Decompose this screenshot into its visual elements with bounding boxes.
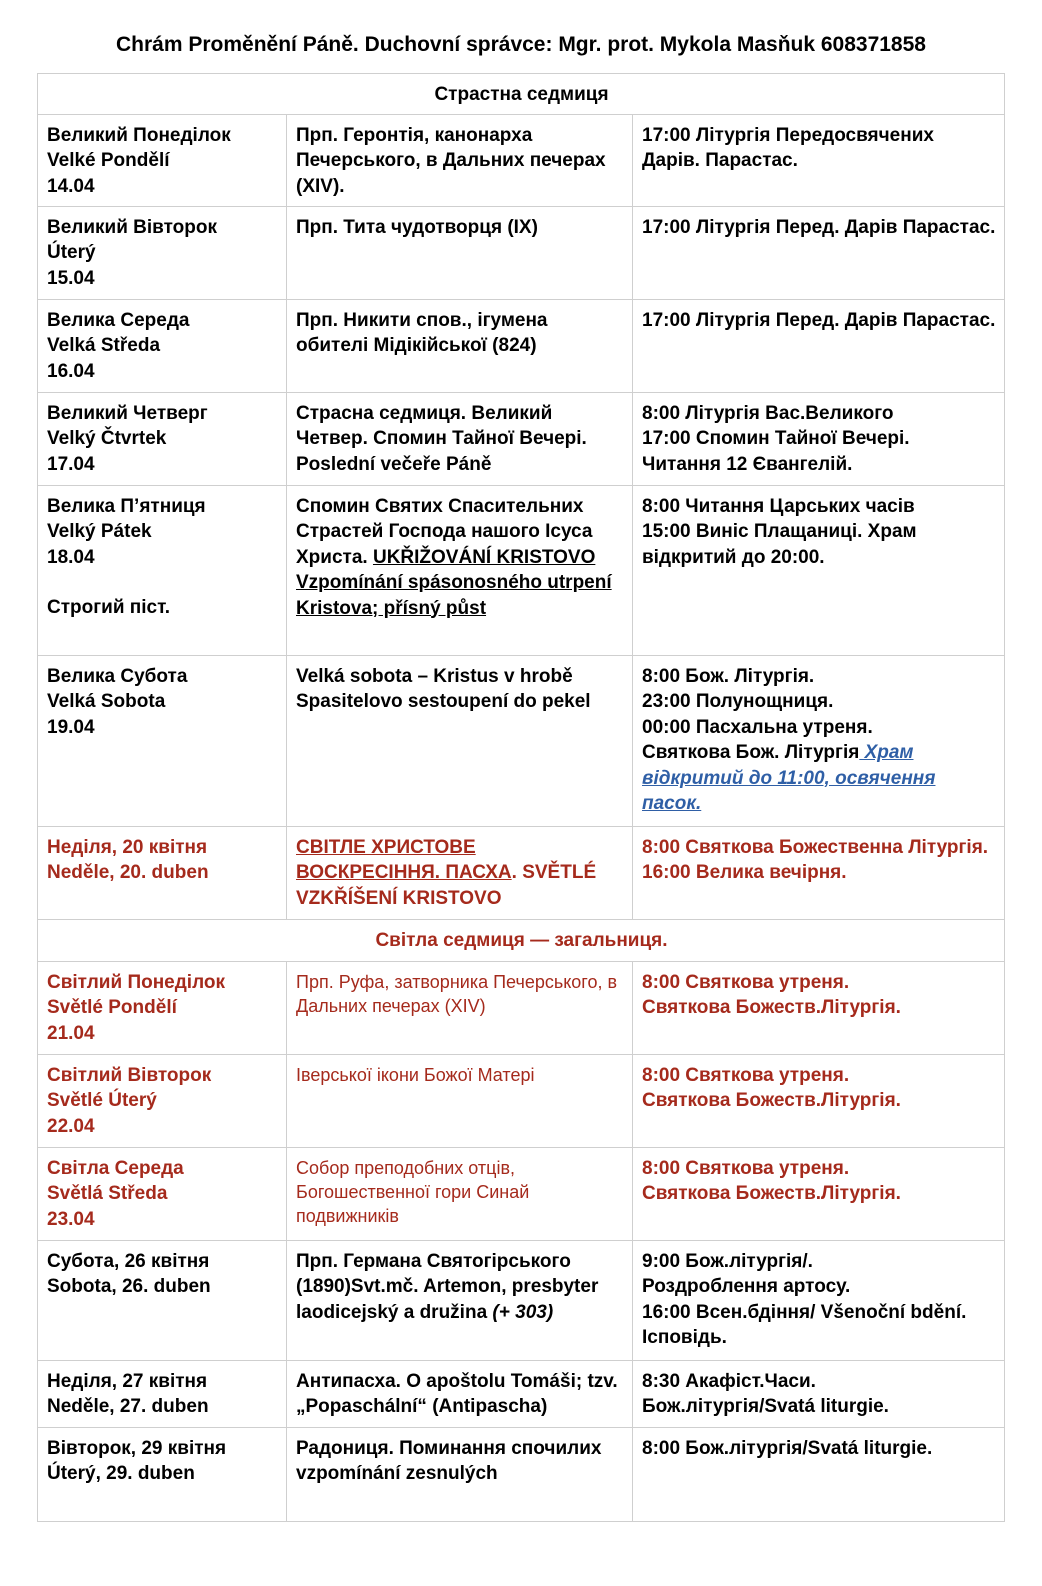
saint-text: . SVĚTLÉ VZKŘÍŠENÍ KRISTOVO [296,862,597,909]
service-line: 8:00 Святкова Божественна Літургія. [642,836,989,858]
saint-text-underlined: СВІТЛЕ ХРИСТОВЕ ВОСКРЕСІННЯ. ПАСХА [296,836,512,883]
saint-text: Іверської ікони Божої Матері [296,1064,535,1085]
day-date: 14.04 [47,175,95,197]
day-cell [38,1054,287,1147]
day-name: Світлий Вівторок [47,1064,212,1086]
services-cell [633,1054,1005,1147]
day-cell [38,392,287,485]
day-cell [38,1240,287,1360]
service-line: 17:00 Літургія Перед. Дарів Парастас. [642,309,996,331]
table-row [38,1360,1005,1427]
service-line: 17:00 Літургія Перед. Дарів Парастас. [642,216,996,238]
day-name: Світлий Понеділок [47,971,226,993]
day-name-cz: Úterý, 29. duben [47,1463,195,1484]
day-cell [38,961,287,1054]
services-cell [633,655,1005,826]
table-row [38,1147,1005,1240]
day-name-cz: Světlá Středa [47,1183,168,1204]
day-name-cz: Světlé Úterý [47,1090,157,1111]
day-cell [38,1427,287,1521]
saint-cell [287,1147,633,1240]
service-line: 23:00 Полунощниця. [642,691,834,712]
services-cell [633,392,1005,485]
section-row-passion-week [38,74,1005,115]
services-cell [633,1240,1005,1360]
table-row [38,961,1005,1054]
saint-text: Антипасха. O apoštolu Tomáši; tzv. „Popaschální“ (Antipascha) [296,1370,618,1417]
service-line: 17:00 Літургія Передосвячених Дарів. Парастас. [642,124,934,171]
services-cell [633,1360,1005,1427]
saint-cell [287,655,633,826]
service-line: Святкова Бож. Літургія [642,742,860,763]
saint-cell [287,826,633,919]
saint-text: Собор преподобних отців, Богошественної гори Синай подвижників [296,1157,530,1226]
saint-text: Спомин Святих Спасительних Страстей Господа нашого Ісуса Христа. [296,495,593,568]
service-line: 00:00 Пасхальна утреня. [642,716,873,738]
services-cell [633,1147,1005,1240]
day-cell [38,1360,287,1427]
day-name: Великий Понеділок [47,124,231,146]
table-row [38,299,1005,392]
service-line: 8:00 Бож.літургія/Svatá liturgie. [642,1437,933,1459]
saint-cell [287,392,633,485]
day-name-cz: Neděle, 27. duben [47,1396,209,1417]
service-line: Читання 12 Євангелій. [642,453,853,475]
day-name: Вівторок, 29 квітня [47,1437,227,1459]
temple-hours-link[interactable]: Храм відкритий до 11:00, освячення пасок. [642,742,936,814]
day-cell [38,485,287,655]
day-name: Неділя, 20 квітня [47,836,208,858]
day-cell [38,299,287,392]
services-cell [633,485,1005,655]
day-name-cz: Neděle, 20. duben [47,862,209,883]
saint-text: Радониця. Поминання спочилих vzpomínání zesnulých [296,1437,602,1484]
saint-cell [287,485,633,655]
table-row [38,1054,1005,1147]
saint-text: Прп. Тита чудотворця (IX) [296,216,538,238]
service-line: 8:00 Літургія Вас.Великого [642,402,894,424]
day-date: 16.04 [47,360,95,382]
day-name-cz: Sobota, 26. duben [47,1276,211,1297]
schedule-table [37,73,1005,1522]
day-name-cz: Velká Středa [47,335,161,356]
day-name-cz: Velké Pondělí [47,150,170,171]
saint-text: Прп. Руфа, затворника Печерського, в Дальних печерах (XIV) [296,971,618,1016]
service-line: Роздроблення артосу. [642,1276,851,1297]
saint-cell [287,1054,633,1147]
day-cell [38,826,287,919]
table-row [38,655,1005,826]
table-row [38,392,1005,485]
service-line: 8:00 Святкова утреня. [642,1157,850,1179]
day-date: 17.04 [47,453,95,475]
service-line: 8:00 Читання Царських часів [642,495,915,517]
section-title-bright-week: Світла седмиця — загальниця. [38,919,1005,961]
saint-text: Прп. Никити спов., ігумена обителі Мідікійської (824) [296,309,548,356]
table-row [38,1427,1005,1521]
section-title-passion-week: Страстна седмиця [38,74,1005,115]
table-row [38,826,1005,919]
day-name: Великий Вівторок [47,216,217,238]
service-line: 16:00 Велика вечірня. [642,862,847,883]
day-cell [38,114,287,206]
day-name-cz: Velký Pátek [47,521,152,542]
service-line: Святкова Божеств.Літургія. [642,1090,901,1111]
section-row-bright-week [38,919,1005,961]
fasting-note: Строгий піст. [47,597,171,618]
saint-cell [287,1240,633,1360]
service-line: Святкова Божеств.Літургія. [642,997,901,1018]
day-date: 19.04 [47,716,95,738]
saint-text-underlined: UKŘIŽOVÁNÍ KRISTOVO Vzpomínání spásonosného utrpení Kristova; přísný půst [296,546,612,619]
service-line: Бож.літургія/Svatá liturgie. [642,1396,889,1417]
service-line: 8:30 Акафіст.Часи. [642,1370,816,1392]
table-row [38,1240,1005,1360]
services-cell [633,114,1005,206]
day-name: Світла Середа [47,1157,184,1179]
services-cell [633,1427,1005,1521]
saint-text: Прп. Геронтія, канонарха Печерського, в Дальних печерах (XIV). [296,124,606,197]
services-cell [633,299,1005,392]
service-line: 16:00 Всен.бдіння/ Všenoční bdění. Ісповідь. [642,1301,967,1348]
service-line: 8:00 Святкова утреня. [642,1064,850,1086]
day-date: 15.04 [47,267,95,289]
page-title: Chrám Proměnění Páně. Duchovní správce: Mgr. prot. Mykola Masňuk 608371858 [116,33,926,56]
day-name-cz: Velká Sobota [47,691,166,712]
day-name-cz: Úterý [47,242,96,263]
saint-text: Страсна седмиця. Великий Четвер. Спомин Тайної Вечері. Poslední večeře Páně [296,402,587,475]
table-row [38,206,1005,299]
saint-cell [287,1427,633,1521]
services-cell [633,961,1005,1054]
day-date: 21.04 [47,1022,95,1044]
day-name: Великий Четверг [47,402,208,424]
saint-cell [287,114,633,206]
service-line: Святкова Божеств.Літургія. [642,1183,901,1204]
table-row [38,485,1005,655]
service-line: 15:00 Винiс Плащаниці. Храм відкритий до 20:00. [642,521,917,568]
table-row [38,114,1005,206]
day-cell [38,655,287,826]
day-name: Велика П’ятниця [47,495,206,517]
services-cell [633,826,1005,919]
day-cell [38,206,287,299]
day-name-cz: Světlé Pondělí [47,997,177,1018]
day-name: Субота, 26 квітня [47,1250,210,1272]
service-line: 9:00 Бож.літургія/. [642,1250,813,1272]
service-line: 17:00 Спомин Тайної Вечері. [642,428,910,449]
day-name: Неділя, 27 квітня [47,1370,208,1392]
saint-year: (+ 303) [492,1301,554,1323]
service-line: 8:00 Святкова утреня. [642,971,850,993]
day-name-cz: Velký Čtvrtek [47,428,167,449]
day-name: Велика Субота [47,665,188,687]
day-date: 22.04 [47,1115,95,1137]
day-date: 18.04 [47,546,95,568]
saint-text: Velká sobota – Kristus v hrobě Spasitelovo sestoupení do pekel [296,665,591,712]
services-cell [633,206,1005,299]
saint-cell [287,299,633,392]
day-cell [38,1147,287,1240]
saint-cell [287,961,633,1054]
saint-text: Прп. Германа Святогірського (1890)Svt.mč. Artemon, presbyter laodicejský a družina [296,1250,599,1323]
saint-cell [287,1360,633,1427]
day-name: Велика Середа [47,309,190,331]
service-line: 8:00 Бож. Літургія. [642,665,815,687]
saint-cell [287,206,633,299]
day-date: 23.04 [47,1208,95,1230]
